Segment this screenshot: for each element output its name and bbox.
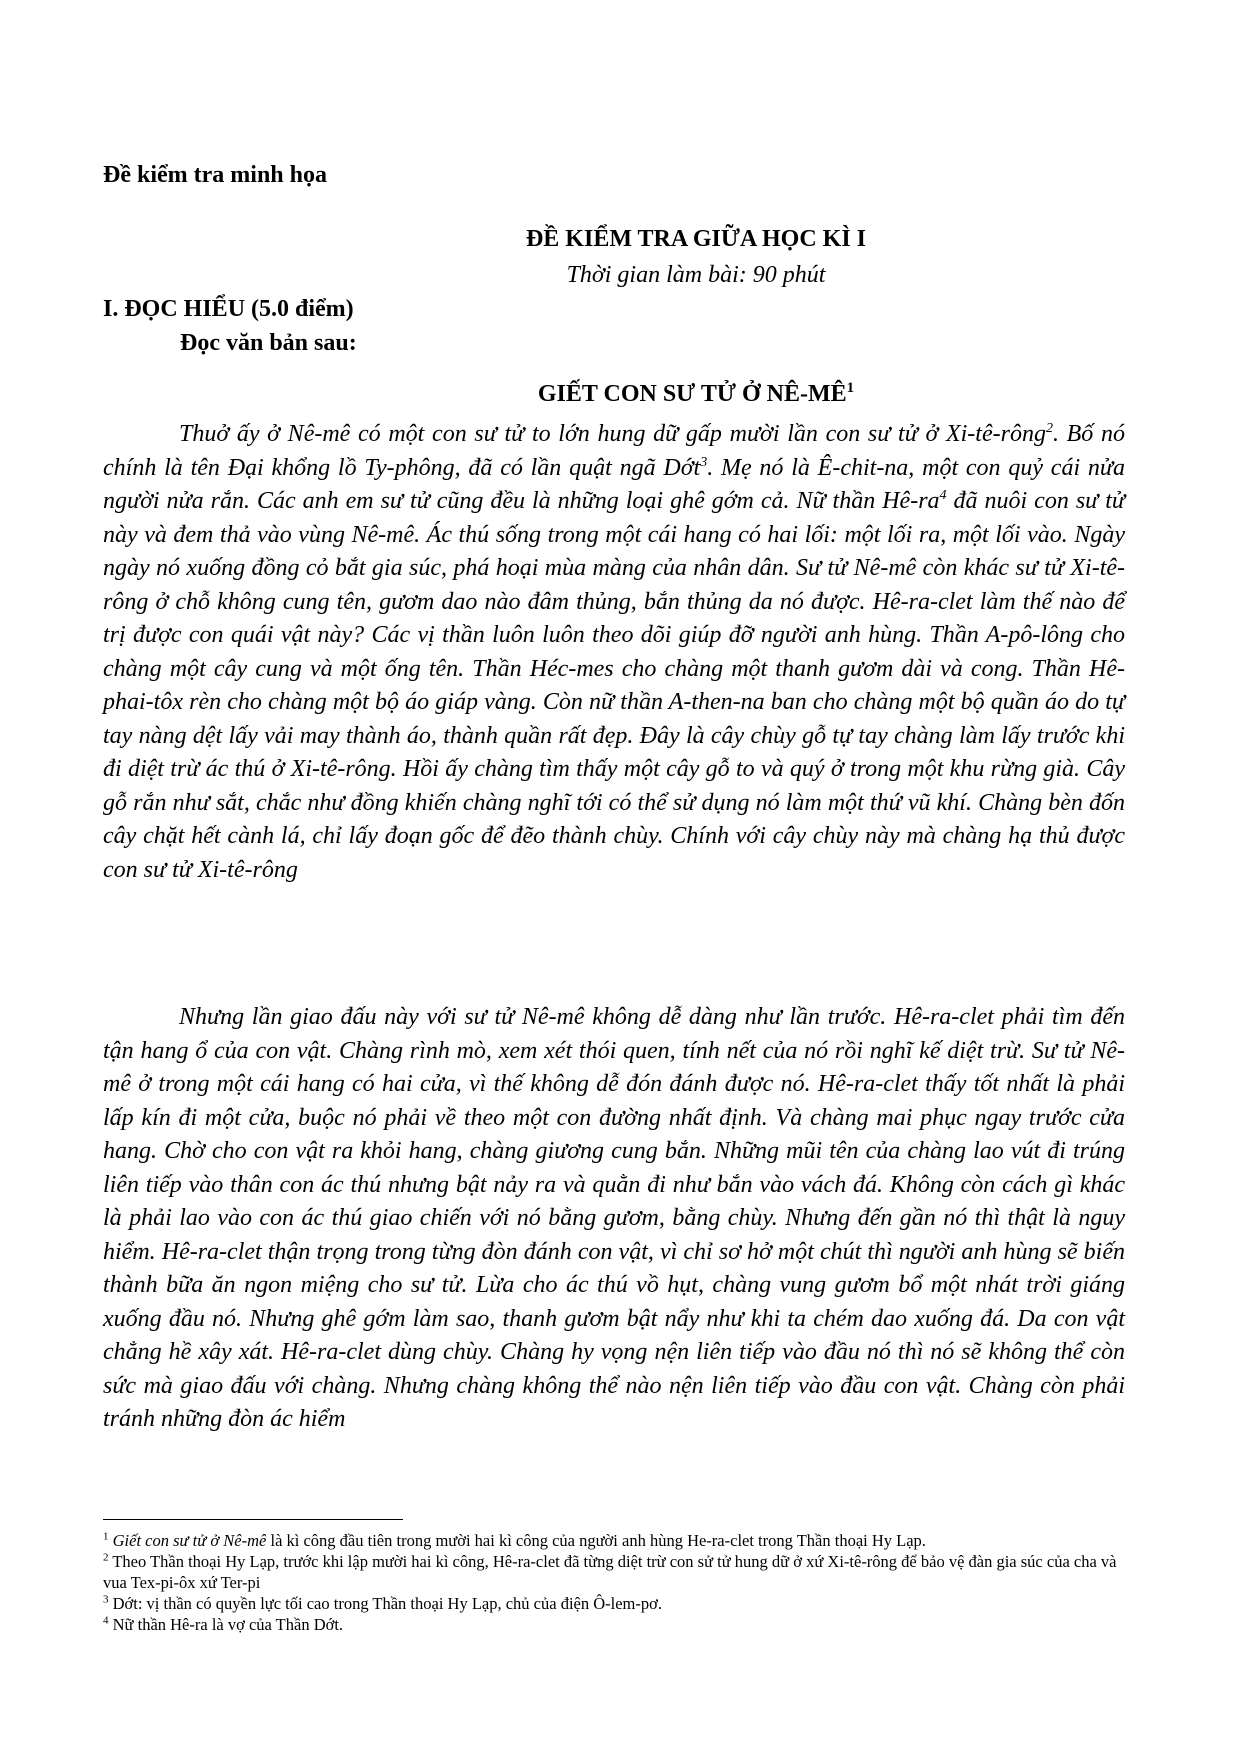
story-title [0,380,1242,408]
footnote-1-text: là kì công đầu tiên trong mười hai kì công của người anh hùng He-ra-clet trong Thần thoại Hy Lạp. [266,1531,926,1550]
paragraph-1-part-b: . Bố nó chính là tên Đại khổng lồ Ty-phông, đã có lần quật ngã Dớt [103,421,1125,481]
paragraph-1-part-c: . Mẹ nó là Ê-chit-na, một con quỷ cái nửa người nửa rắn. Các anh em sư tử cũng đều là những loại ghê gớm cả. Nữ thần Hê-ra [103,454,1125,514]
footnote-4-text: Nữ thần Hê-ra là vợ của Thần Dớt. [108,1615,344,1634]
footnote-2 [103,1551,1125,1593]
paragraph-1-part-a: Thuở ấy ở Nê-mê có một con sư tử to lớn hung dữ gấp mười lần con sư tử ở Xi-tê-rông [179,421,1046,447]
story-paragraph-1 [103,418,1125,887]
exam-time: Thời gian làm bài: 90 phút [566,262,826,288]
document-label: Đề kiểm tra minh họa [103,162,327,188]
footnote-1-number: 1 [103,1530,109,1543]
footnote-3-number: 3 [103,1593,109,1606]
exam-title: ĐỀ KIỂM TRA GIỮA HỌC KÌ I [525,226,867,252]
footnote-2-number: 2 [103,1551,109,1564]
story-title-text: GIẾT CON SƯ TỬ Ở NÊ-MÊ [537,381,847,407]
paragraph-1-part-d: đã nuôi con sư tử này và đem thả vào vùng Nê-mê. Ác thú sống trong một cái hang có hai lối: một lối ra, một lối vào. Ngày ngày nó xuống đồng cỏ bắt gia súc, phá hoại mùa màng của nhân dân. Sư tử Nê-mê còn khác sư tử Xi-tê-rông ở chỗ không cung tên, gươm dao nào đâm thủng, bắn thủng da nó được. Hê-ra-clet làm thế nào để trị được con quái vật này? Các vị thần luôn luôn theo dõi giúp đỡ người anh hùng. Thần A-pô-lông cho chàng một cây cung và một ống tên. Thần Héc-mes cho chàng một thanh gươm dài và cong. Thần Hê-phai-tôx rèn cho chàng một bộ áo giáp vàng. Còn nữ thần A-then-na ban cho chàng một bộ quần áo do tự tay nàng dệt lấy vải may thành áo, thành quần rất đẹp. Đây là cây chùy gỗ tự tay chàng làm lấy trước khi đi diệt trừ ác thú ở Xi-tê-rông. Hồi ấy chàng tìm thấy một cây gỗ to và quý ở trong một khu rừng già. Cây gỗ rắn như sắt, chắc như đồng khiến chàng nghĩ tới có thể sử dụng nó làm một thứ vũ khí. Chàng bèn đốn cây chặt hết cành lá, chỉ lấy đoạn gốc để đẽo thành chùy. Chính với cây chùy này mà chàng hạ thủ được con sư tử Xi-tê-rông [103,488,1125,883]
footnote-ref-3: 3 [700,454,708,470]
footnote-4-number: 4 [103,1614,109,1627]
footnote-ref-4: 4 [939,488,947,503]
footnote-3 [103,1593,1125,1614]
footnote-divider [103,1519,403,1520]
footnote-ref-2: 2 [1045,421,1053,436]
section-title: I. ĐỌC HIỂU (5.0 điểm) [103,296,354,322]
reading-instruction: Đọc văn bản sau: [180,330,357,356]
story-paragraph-2: Nhưng lần giao đấu này với sư tử Nê-mê không dễ dàng như lần trước. Hê-ra-clet phải tìm đến tận hang ổ của con vật. Chàng rình mò, xem xét thói quen, tính nết của nó rồi nghĩ kế diệt trừ. Sư tử Nê-mê ở trong một cái hang có hai cửa, vì thế không dễ đón đánh được nó. Hê-ra-clet thấy tốt nhất là phải lấp kín đi một cửa, buộc nó phải về theo một con đường nhất định. Và chàng mai phục ngay trước cửa hang. Chờ cho con vật ra khỏi hang, chàng giương cung bắn. Những mũi tên của chàng lao vút đi trúng liên tiếp vào thân con ác thú nhưng bật nảy ra và quằn đi như bắn vào vách đá. Không còn cách gì khác là phải lao vào con ác thú giao chiến với nó bằng gươm, bằng chùy. Nhưng đến gần nó thì thật là nguy hiểm. Hê-ra-clet thận trọng trong từng đòn đánh con vật, vì chỉ sơ hở một chút thì người anh hùng sẽ biến thành bữa ăn ngon miệng cho sư tử. Lừa cho ác thú vồ hụt, chàng vung gươm bổ một nhát trời giáng xuống đầu nó. Nhưng ghê gớm làm sao, thanh gươm bật nẩy như khi ta chém dao xuống đá. Da con vật chẳng hề xây xát. Hê-ra-clet dùng chùy. Chàng hy vọng nện liên tiếp vào đầu nó thì nó sẽ không thể còn sức mà giao đấu với chàng. Nhưng chàng không thể nào nện liên tiếp vào đầu con vật. Chàng còn phải tránh những đòn ác hiểm [103,1004,1125,1432]
footnote-1-title: Giết con sư tử ở Nê-mê [112,1531,267,1550]
footnote-4 [103,1614,1125,1635]
footnotes [103,1530,1125,1635]
footnote-2-text: Theo Thần thoại Hy Lạp, trước khi lập mười hai kì công, Hê-ra-clet đã từng diệt trừ con sử tử hung dữ ở xứ Xi-tê-rông để bảo vệ đàn gia súc của cha và vua Tex-pi-ôx xứ Ter-pi [103,1552,1117,1592]
footnote-1 [103,1530,1125,1551]
footnote-3-text: Dớt: vị thần có quyền lực tối cao trong Thần thoại Hy Lạp, chủ của điện Ô-lem-pơ. [108,1594,662,1613]
story-title-footnote-ref: 1 [846,380,855,396]
